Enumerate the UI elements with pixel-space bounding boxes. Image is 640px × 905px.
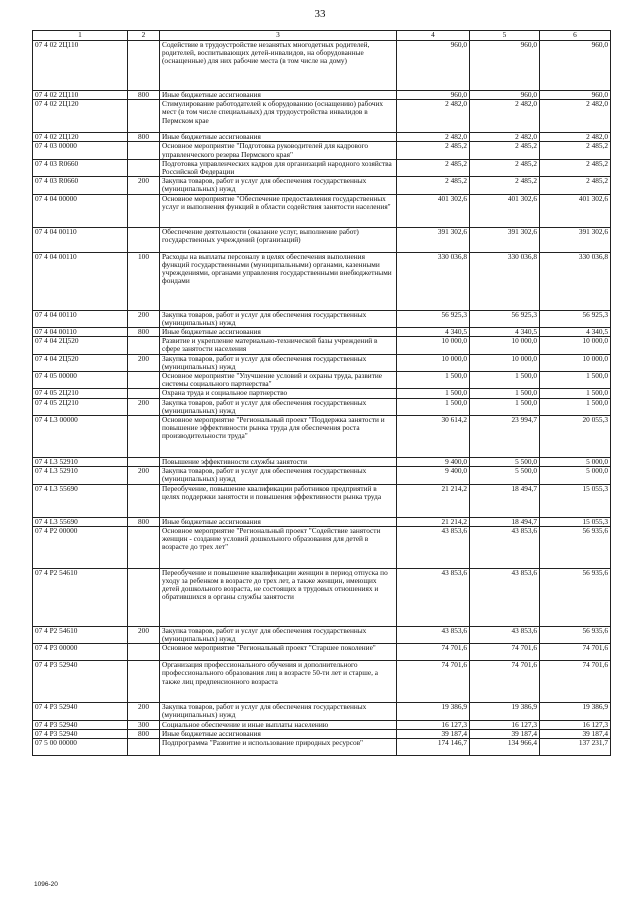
description-cell: Стимулирование работодателей к оборудованию (оснащению) рабочих мест (в том числе специальных) для трудоустройства инвалидов в Пермском крае [160,100,397,133]
header-col-3: 3 [160,31,397,41]
code-cell: 07 4 02 2Ц120 [33,133,128,142]
amount-year2-cell: 2 482,0 [470,133,540,142]
amount-year3-cell: 56 925,3 [540,310,611,327]
table-row [33,458,611,467]
amount-year1-cell: 39 187,4 [397,729,470,738]
description-cell: Закупка товаров, работ и услуг для обеспечения государственных (муниципальных) нужд [160,398,397,415]
code-cell: 07 4 L3 00000 [33,416,128,458]
amount-year1-cell: 10 000,0 [397,354,470,371]
description-cell: Иные бюджетные ассигнования [160,328,397,337]
expense-type-cell: 800 [128,517,160,526]
amount-year2-cell: 1 500,0 [470,398,540,415]
amount-year1-cell: 19 386,9 [397,703,470,720]
expense-type-cell [128,159,160,176]
amount-year3-cell: 10 000,0 [540,354,611,371]
expense-type-cell [128,227,160,252]
description-cell: Подпрограмма "Развитие и использование природных ресурсов" [160,739,397,756]
amount-year1-cell: 960,0 [397,41,470,91]
amount-year1-cell: 30 614,2 [397,416,470,458]
code-cell: 07 4 02 2Ц120 [33,100,128,133]
code-cell: 07 4 04 2Ц520 [33,337,128,354]
description-cell: Иные бюджетные ассигнования [160,91,397,100]
header-row [33,31,611,41]
table-row [33,661,611,703]
table-row [33,91,611,100]
expense-type-cell: 200 [128,354,160,371]
amount-year1-cell: 2 482,0 [397,133,470,142]
header-col-6: 6 [540,31,611,41]
description-cell: Иные бюджетные ассигнования [160,729,397,738]
amount-year1-cell: 74 701,6 [397,661,470,703]
expense-type-cell: 200 [128,310,160,327]
amount-year2-cell: 23 994,7 [470,416,540,458]
amount-year1-cell: 16 127,3 [397,720,470,729]
amount-year3-cell: 4 340,5 [540,328,611,337]
expense-type-cell [128,739,160,756]
amount-year3-cell: 74 701,6 [540,661,611,703]
table-row [33,100,611,133]
amount-year2-cell: 5 500,0 [470,467,540,484]
description-cell: Закупка товаров, работ и услуг для обеспечения государственных (муниципальных) нужд [160,177,397,194]
table-row [33,626,611,643]
table-row [33,729,611,738]
description-cell: Закупка товаров, работ и услуг для обеспечения государственных (муниципальных) нужд [160,703,397,720]
expense-type-cell: 100 [128,252,160,310]
code-cell: 07 4 02 2Ц110 [33,41,128,91]
amount-year3-cell: 2 485,2 [540,142,611,159]
description-cell: Переобучение, повышение квалификации работников предприятий в целях поддержки занятости и повышения эффективности рынка труда [160,484,397,517]
amount-year1-cell: 43 853,6 [397,526,470,568]
code-cell: 07 4 L3 55690 [33,484,128,517]
amount-year2-cell: 134 966,4 [470,739,540,756]
description-cell: Развитие и укрепление материально-технической базы учреждений в сфере занятости населения [160,337,397,354]
code-cell: 07 4 04 00110 [33,310,128,327]
amount-year1-cell: 2 485,2 [397,177,470,194]
amount-year1-cell: 174 146,7 [397,739,470,756]
description-cell: Закупка товаров, работ и услуг для обеспечения государственных (муниципальных) нужд [160,626,397,643]
table-row [33,739,611,756]
description-cell: Подготовка управленческих кадров для организаций народного хозяйства Российской Федерации [160,159,397,176]
expense-type-cell [128,337,160,354]
amount-year3-cell: 2 485,2 [540,177,611,194]
amount-year2-cell: 18 494,7 [470,484,540,517]
description-cell: Организация профессионального обучения и дополнительного профессионального образования лиц в возрасте 50-ти лет и старше, а также лиц предпенсионного возраста [160,661,397,703]
amount-year1-cell: 10 000,0 [397,337,470,354]
amount-year3-cell: 56 935,6 [540,526,611,568]
amount-year3-cell: 391 302,6 [540,227,611,252]
amount-year3-cell: 1 500,0 [540,398,611,415]
amount-year1-cell: 401 302,6 [397,194,470,227]
amount-year2-cell: 56 925,3 [470,310,540,327]
table-row [33,568,611,626]
amount-year2-cell: 4 340,5 [470,328,540,337]
expense-type-cell: 800 [128,133,160,142]
table-row [33,484,611,517]
header-col-4: 4 [397,31,470,41]
code-cell: 07 5 00 00000 [33,739,128,756]
table-row [33,252,611,310]
amount-year3-cell: 10 000,0 [540,337,611,354]
table-row [33,177,611,194]
code-cell: 07 4 P3 52940 [33,729,128,738]
amount-year1-cell: 43 853,6 [397,626,470,643]
expense-type-cell: 200 [128,703,160,720]
amount-year1-cell: 21 214,2 [397,484,470,517]
table-row [33,227,611,252]
code-cell: 07 4 04 2Ц520 [33,354,128,371]
code-cell: 07 4 02 2Ц110 [33,91,128,100]
amount-year1-cell: 330 036,8 [397,252,470,310]
amount-year1-cell: 74 701,6 [397,644,470,661]
amount-year3-cell: 137 231,7 [540,739,611,756]
description-cell: Иные бюджетные ассигнования [160,133,397,142]
header-col-5: 5 [470,31,540,41]
table-row [33,398,611,415]
table-body [33,41,611,756]
description-cell: Обеспечение деятельности (оказание услуг, выполнение работ) государственных учреждений (организаций) [160,227,397,252]
amount-year2-cell: 960,0 [470,41,540,91]
amount-year3-cell: 960,0 [540,91,611,100]
expense-type-cell [128,41,160,91]
amount-year2-cell: 1 500,0 [470,389,540,398]
expense-type-cell [128,416,160,458]
expense-type-cell: 200 [128,467,160,484]
table-row [33,354,611,371]
expense-type-cell: 200 [128,626,160,643]
expense-type-cell: 800 [128,729,160,738]
amount-year2-cell: 10 000,0 [470,354,540,371]
table-row [33,194,611,227]
code-cell: 07 4 P2 54610 [33,568,128,626]
amount-year2-cell: 74 701,6 [470,661,540,703]
footer-code: 1096-20 [34,881,58,888]
amount-year2-cell: 960,0 [470,91,540,100]
amount-year3-cell: 401 302,6 [540,194,611,227]
description-cell: Повышение эффективности службы занятости [160,458,397,467]
description-cell: Закупка товаров, работ и услуг для обеспечения государственных (муниципальных) нужд [160,467,397,484]
code-cell: 07 4 P3 52940 [33,661,128,703]
amount-year1-cell: 56 925,3 [397,310,470,327]
amount-year3-cell: 5 000,0 [540,467,611,484]
table-row [33,328,611,337]
description-cell: Основное мероприятие "Обеспечение предоставления государственных услуг и выполнения функций в области содействия занятости населения" [160,194,397,227]
table-row [33,310,611,327]
amount-year1-cell: 4 340,5 [397,328,470,337]
code-cell: 07 4 04 00000 [33,194,128,227]
description-cell: Основное мероприятие "Региональный проект "Содействие занятости женщин - создание условий дошкольного образования для детей в возрасте до трех лет" [160,526,397,568]
amount-year3-cell: 56 935,6 [540,626,611,643]
expense-type-cell [128,194,160,227]
expense-type-cell: 200 [128,177,160,194]
amount-year3-cell: 15 055,3 [540,517,611,526]
code-cell: 07 4 05 2Ц210 [33,398,128,415]
description-cell: Расходы на выплаты персоналу в целях обеспечения выполнения функций государственными (муниципальными) органами, казенными учреждениями, органами управления государственными внебюджетными фондами [160,252,397,310]
table-row [33,159,611,176]
expense-type-cell [128,142,160,159]
header-col-2: 2 [128,31,160,41]
amount-year1-cell: 1 500,0 [397,389,470,398]
amount-year2-cell: 2 485,2 [470,177,540,194]
expense-type-cell [128,661,160,703]
amount-year2-cell: 5 500,0 [470,458,540,467]
amount-year3-cell: 20 055,3 [540,416,611,458]
description-cell: Охрана труда и социальное партнерство [160,389,397,398]
amount-year1-cell: 1 500,0 [397,398,470,415]
expense-type-cell: 800 [128,91,160,100]
table-row [33,337,611,354]
amount-year1-cell: 9 400,0 [397,458,470,467]
table-row [33,644,611,661]
code-cell: 07 4 P3 52940 [33,720,128,729]
amount-year1-cell: 2 485,2 [397,159,470,176]
amount-year3-cell: 16 127,3 [540,720,611,729]
code-cell: 07 4 03 R0660 [33,177,128,194]
code-cell: 07 4 04 00110 [33,328,128,337]
amount-year2-cell: 18 494,7 [470,517,540,526]
amount-year1-cell: 2 482,0 [397,100,470,133]
code-cell: 07 4 L3 52910 [33,467,128,484]
code-cell: 07 4 05 2Ц210 [33,389,128,398]
description-cell: Закупка товаров, работ и услуг для обеспечения государственных (муниципальных) нужд [160,310,397,327]
expense-type-cell [128,526,160,568]
amount-year3-cell: 1 500,0 [540,372,611,389]
amount-year1-cell: 2 485,2 [397,142,470,159]
amount-year1-cell: 1 500,0 [397,372,470,389]
table-row [33,142,611,159]
amount-year2-cell: 2 485,2 [470,142,540,159]
code-cell: 07 4 L3 55690 [33,517,128,526]
budget-table [32,30,611,756]
code-cell: 07 4 03 R0660 [33,159,128,176]
amount-year3-cell: 2 482,0 [540,100,611,133]
description-cell: Содействие в трудоустройстве незанятых многодетных родителей, родителей, воспитывающих детей-инвалидов, на оборудованные (оснащенные) для них рабочие места (в том числе на дому) [160,41,397,91]
description-cell: Основное мероприятие "Региональный проект "Старшее поколение" [160,644,397,661]
description-cell: Переобучение и повышение квалификации женщин в период отпуска по уходу за ребенком в возрасте до трех лет, а также женщин, имеющих детей дошкольного возраста, не состоящих в трудовых отношениях и обратившихся в органы службы занятости [160,568,397,626]
amount-year2-cell: 10 000,0 [470,337,540,354]
table-row [33,720,611,729]
expense-type-cell: 200 [128,398,160,415]
amount-year3-cell: 2 482,0 [540,133,611,142]
description-cell: Основное мероприятие "Региональный проект "Поддержка занятости и повышение эффективности рынка труда для обеспечения роста производительности труда" [160,416,397,458]
code-cell: 07 4 03 00000 [33,142,128,159]
description-cell: Основное мероприятие "Подготовка руководителей для кадрового управленческого резерва Пермского края" [160,142,397,159]
table-header [33,31,611,41]
code-cell: 07 4 05 00000 [33,372,128,389]
expense-type-cell [128,372,160,389]
amount-year3-cell: 56 935,6 [540,568,611,626]
amount-year3-cell: 330 036,8 [540,252,611,310]
amount-year2-cell: 43 853,6 [470,526,540,568]
description-cell: Закупка товаров, работ и услуг для обеспечения государственных (муниципальных) нужд [160,354,397,371]
amount-year2-cell: 19 386,9 [470,703,540,720]
amount-year2-cell: 330 036,8 [470,252,540,310]
amount-year2-cell: 401 302,6 [470,194,540,227]
description-cell: Социальное обеспечение и иные выплаты населению [160,720,397,729]
table-row [33,133,611,142]
amount-year2-cell: 39 187,4 [470,729,540,738]
table-row [33,389,611,398]
amount-year3-cell: 39 187,4 [540,729,611,738]
expense-type-cell [128,458,160,467]
amount-year2-cell: 43 853,6 [470,626,540,643]
table-row [33,517,611,526]
description-cell: Иные бюджетные ассигнования [160,517,397,526]
amount-year3-cell: 1 500,0 [540,389,611,398]
code-cell: 07 4 P2 54610 [33,626,128,643]
amount-year2-cell: 1 500,0 [470,372,540,389]
header-col-1: 1 [33,31,128,41]
expense-type-cell [128,568,160,626]
amount-year1-cell: 9 400,0 [397,467,470,484]
amount-year3-cell: 960,0 [540,41,611,91]
code-cell: 07 4 04 00110 [33,252,128,310]
expense-type-cell [128,644,160,661]
code-cell: 07 4 04 00110 [33,227,128,252]
table-row [33,526,611,568]
amount-year2-cell: 74 701,6 [470,644,540,661]
code-cell: 07 4 L3 52910 [33,458,128,467]
amount-year3-cell: 2 485,2 [540,159,611,176]
code-cell: 07 4 P3 52940 [33,703,128,720]
page-number: 33 [314,8,326,20]
expense-type-cell [128,484,160,517]
code-cell: 07 4 P2 00000 [33,526,128,568]
amount-year2-cell: 391 302,6 [470,227,540,252]
expense-type-cell: 300 [128,720,160,729]
amount-year2-cell: 43 853,6 [470,568,540,626]
description-cell: Основное мероприятие "Улучшение условий и охраны труда, развитие системы социального партнерства" [160,372,397,389]
table-row [33,416,611,458]
amount-year1-cell: 391 302,6 [397,227,470,252]
expense-type-cell: 800 [128,328,160,337]
amount-year1-cell: 960,0 [397,91,470,100]
expense-type-cell [128,389,160,398]
amount-year1-cell: 43 853,6 [397,568,470,626]
table-row [33,41,611,91]
table-row [33,703,611,720]
table-row [33,467,611,484]
amount-year3-cell: 5 000,0 [540,458,611,467]
amount-year2-cell: 2 485,2 [470,159,540,176]
amount-year1-cell: 21 214,2 [397,517,470,526]
expense-type-cell [128,100,160,133]
amount-year2-cell: 2 482,0 [470,100,540,133]
amount-year3-cell: 74 701,6 [540,644,611,661]
amount-year3-cell: 19 386,9 [540,703,611,720]
table-row [33,372,611,389]
amount-year3-cell: 15 055,3 [540,484,611,517]
code-cell: 07 4 P3 00000 [33,644,128,661]
amount-year2-cell: 16 127,3 [470,720,540,729]
